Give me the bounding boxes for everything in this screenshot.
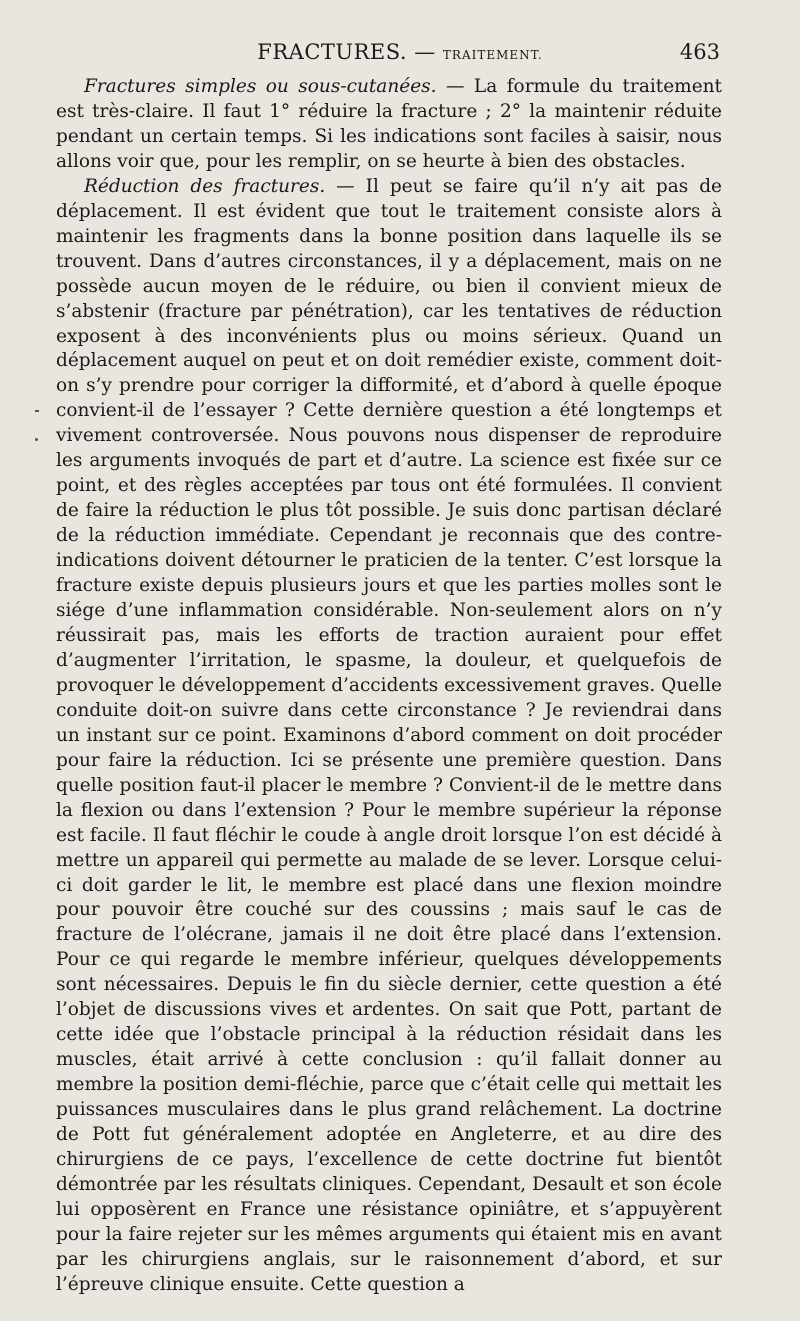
running-title	[80, 40, 720, 64]
running-title-separator: —	[414, 40, 436, 64]
page-number: 463	[679, 40, 720, 64]
margin-mark	[35, 438, 38, 441]
paragraph-lead: Réduction des fractures.	[84, 175, 326, 197]
running-title-main: FRACTURES.	[257, 40, 408, 64]
page-header	[80, 40, 720, 70]
margin-mark	[35, 410, 39, 412]
paragraph-text: — Il peut se faire qu’il n’y ait pas de déplacement. Il est évident que tout le traitement consiste alors à maintenir les fragments dans la bonne position dans laquelle ils se trouvent. Dans d’autres circonstances, il y a déplacement, mais on ne possède aucun moyen de le réduire, ou bien il convient mieux de s’abstenir (fracture par pénétration), car les tentatives de réduction exposent à des inconvénients plus ou moins sérieux. Quand un déplacement auquel on peut et on doit remédier existe, comment doit-on s’y prendre pour corriger la difformité, et d’abord à quelle époque convient-il de l’essayer ? Cette dernière question a été longtemps et vivement controversée. Nous pouvons nous dispenser de reproduire les arguments invoqués de part et d’autre. La science est fixée sur ce point, et des règles acceptées par tous ont été formulées. Il convient de faire la réduction le plus tôt possible. Je suis donc partisan déclaré de la réduction immédiate. Cependant je reconnais que des contre-indications doivent détourner le praticien de la tenter. C’est lorsque la fracture existe depuis plusieurs jours et que les parties molles sont le siége d’une inflammation considérable. Non-seulement alors on n’y réussirait pas, mais les efforts de traction auraient pour effet d’augmenter l’irritation, le spasme, la douleur, et quelquefois de provoquer le développement d’accidents excessivement graves. Quelle conduite doit-on suivre dans cette circonstance ? Je reviendrai dans un instant sur ce point. Examinons d’abord comment on doit procéder pour faire la réduction. Ici se présente une première question. Dans quelle position faut-il placer le membre ? Convient-il de le mettre dans la flexion ou dans l’extension ? Pour le membre supérieur la réponse est facile. Il faut fléchir le coude à angle droit lorsque l’on est décidé à mettre un appareil qui permette au malade de se lever. Lorsque celui-ci doit garder le lit, le membre est placé dans une flexion moindre pour pouvoir être couché sur des coussins ; mais sauf le cas de fracture de l’olécrane, jamais il ne doit être placé dans l’extension. Pour ce qui regarde le membre inférieur, quelques développements sont nécessaires. Depuis le fin du siècle dernier, cette question a été l’objet de discussions vives et ardentes. On sait que Pott, partant de cette idée que l’obstacle principal à la réduction résidait dans les muscles, était arrivé à cette conclusion : qu’il fallait donner au membre la position demi-fléchie, parce que c’était celle qui mettait les puissances musculaires dans le plus grand relâchement. La doctrine de Pott fut généralement adoptée en Angleterre, et au dire des chirurgiens de ce pays, l’excellence de cette doctrine fut bientôt démontrée par les résultats cliniques. Cependant, Desault et son école lui opposèrent en France une résistance opiniâtre, et s’appuyèrent pour la faire rejeter sur les mêmes arguments qui étaient mis en avant par les chirurgiens anglais, sur le raisonnement d’abord, et sur l’épreuve clinique ensuite. Cette question a	[56, 175, 722, 1295]
paragraph-reduction	[56, 175, 722, 1298]
paragraph-fractures-simples	[56, 75, 722, 175]
body-text	[56, 75, 722, 1298]
running-title-subtitle: TRAITEMENT.	[442, 48, 543, 62]
paragraph-lead: Fractures simples ou sous-cutanées.	[84, 76, 437, 97]
paragraph-text: — La formule du traitement est très-claire. Il faut 1° réduire la fracture ; 2° la maintenir réduite pendant un certain temps. Si les indications sont faciles à saisir, nous allons voir que, pour les remplir, on se heurte à bien des obstacles.	[56, 76, 722, 172]
